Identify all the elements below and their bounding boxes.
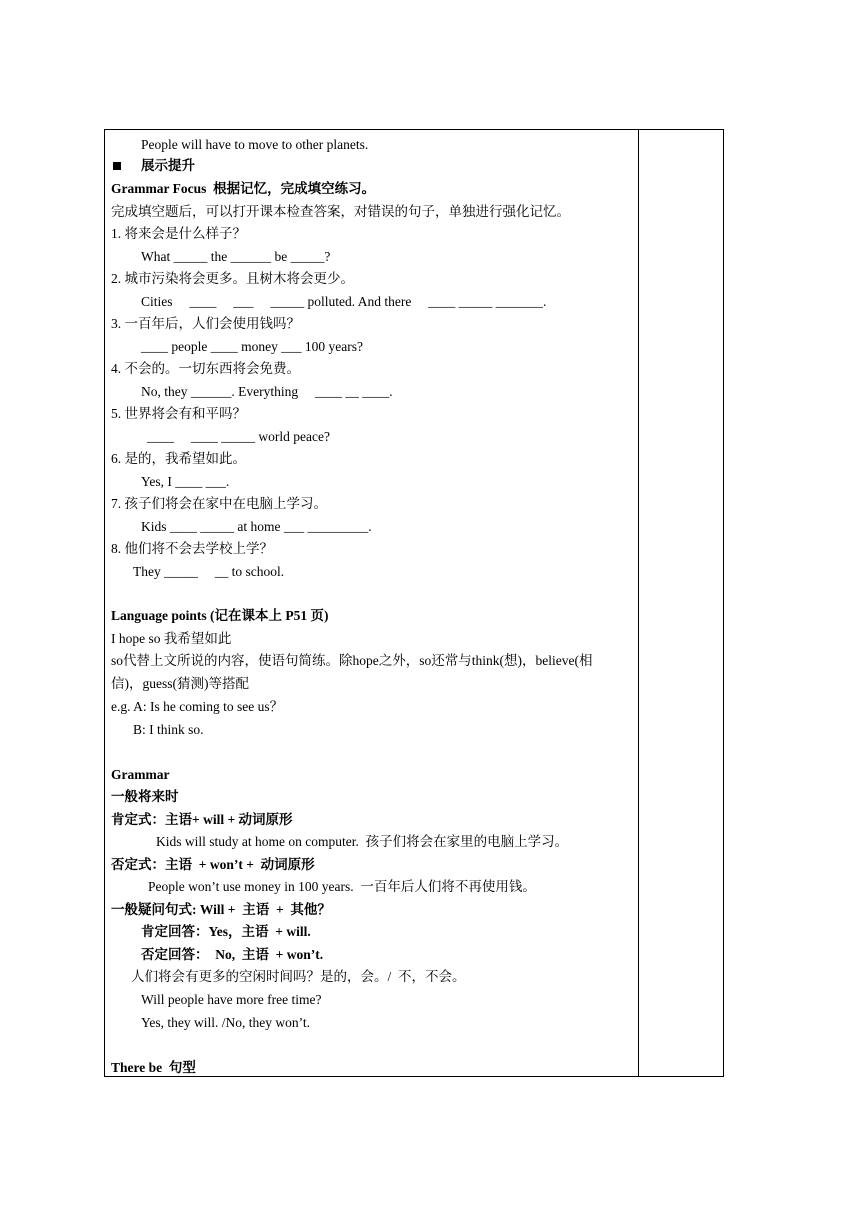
there-be-heading: There be 句型: [111, 1060, 196, 1075]
exercise-5-prompt: 5. 世界将会有和平吗？: [111, 406, 246, 421]
exercise-7-prompt: 7. 孩子们将会在家中在电脑上学习。: [111, 496, 327, 511]
grammar-focus-label: Grammar Focus: [111, 181, 207, 196]
negative-rule: 否定式：主语 + won’t + 动词原形: [111, 857, 315, 872]
example-b: B: I think so.: [133, 722, 204, 737]
square-bullet-icon: [113, 162, 121, 170]
example-a: e.g. A: Is he coming to see us？: [111, 699, 284, 714]
positive-answer-rule: 肯定回答：Yes，主语 + will.: [141, 924, 311, 939]
answer-example: Yes, they will. /No, they won’t.: [141, 1015, 311, 1030]
negative-example: People won’t use money in 100 years. 一百年后人们将不再使用钱。: [148, 879, 536, 894]
question-example-chinese: 人们将会有更多的空闲时间吗？是的，会。/ 不，不会。: [131, 969, 466, 984]
exercise-4-blank: No, they ______. Everything ____ __ ____.: [141, 384, 393, 399]
exercise-1-blank: What _____ the ______ be _____?: [141, 249, 331, 264]
exercise-7-blank: Kids ____ _____ at home ___ _________.: [141, 519, 372, 534]
exercise-4-prompt: 4. 不会的。一切东西将会免费。: [111, 361, 300, 376]
table-column-divider: [638, 129, 639, 1077]
exercise-5-blank: ____ ____ _____ world peace?: [147, 429, 330, 444]
affirmative-example: Kids will study at home on computer. 孩子们将会在家里的电脑上学习。: [156, 834, 569, 849]
grammar-focus-heading: [111, 180, 375, 197]
section-heading-display: [111, 157, 195, 174]
exercise-8-blank: They _____ __ to school.: [133, 564, 285, 579]
exercise-3-blank: ____ people ____ money ___ 100 years?: [141, 339, 363, 354]
grammar-heading: Grammar: [111, 767, 170, 782]
question-rule: 一般疑问句式: Will + 主语 + 其他？: [111, 902, 331, 917]
negative-answer-rule: 否定回答： No, 主语 + won’t.: [141, 947, 324, 962]
exercise-6-prompt: 6. 是的，我希望如此。: [111, 451, 246, 466]
section-heading-text: 展示提升: [141, 158, 195, 173]
grammar-focus-instruction: 根据记忆，完成填空练习。: [213, 181, 376, 196]
question-example: Will people have more free time?: [141, 992, 322, 1007]
language-point-explanation: so代替上文所说的内容，使语句简练。除hope之外，so还常与think(想)，believe(相: [111, 653, 593, 668]
exercise-2-prompt: 2. 城市污染将会更多。且树木将会更少。: [111, 271, 354, 286]
exercise-8-prompt: 8. 他们将不会去学校上学？: [111, 541, 273, 556]
language-point-explanation-cont: 信)，guess(猜测)等搭配: [111, 676, 249, 691]
future-tense-heading: 一般将来时: [111, 789, 179, 804]
exercise-2-blank: Cities ____ ___ _____ polluted. And there ____ _____ _______.: [141, 294, 547, 309]
language-point-phrase: I hope so 我希望如此: [111, 631, 232, 646]
intro-sentence: People will have to move to other planets.: [141, 137, 369, 152]
instruction-text: 完成填空题后，可以打开课本检查答案，对错误的句子，单独进行强化记忆。: [111, 204, 570, 219]
affirmative-rule: 肯定式：主语+ will + 动词原形: [111, 812, 293, 827]
exercise-1-prompt: 1. 将来会是什么样子？: [111, 226, 246, 241]
exercise-6-blank: Yes, I ____ ___.: [141, 474, 230, 489]
language-points-heading: Language points (记在课本上 P51 页): [111, 608, 329, 623]
exercise-3-prompt: 3. 一百年后，人们会使用钱吗？: [111, 316, 300, 331]
